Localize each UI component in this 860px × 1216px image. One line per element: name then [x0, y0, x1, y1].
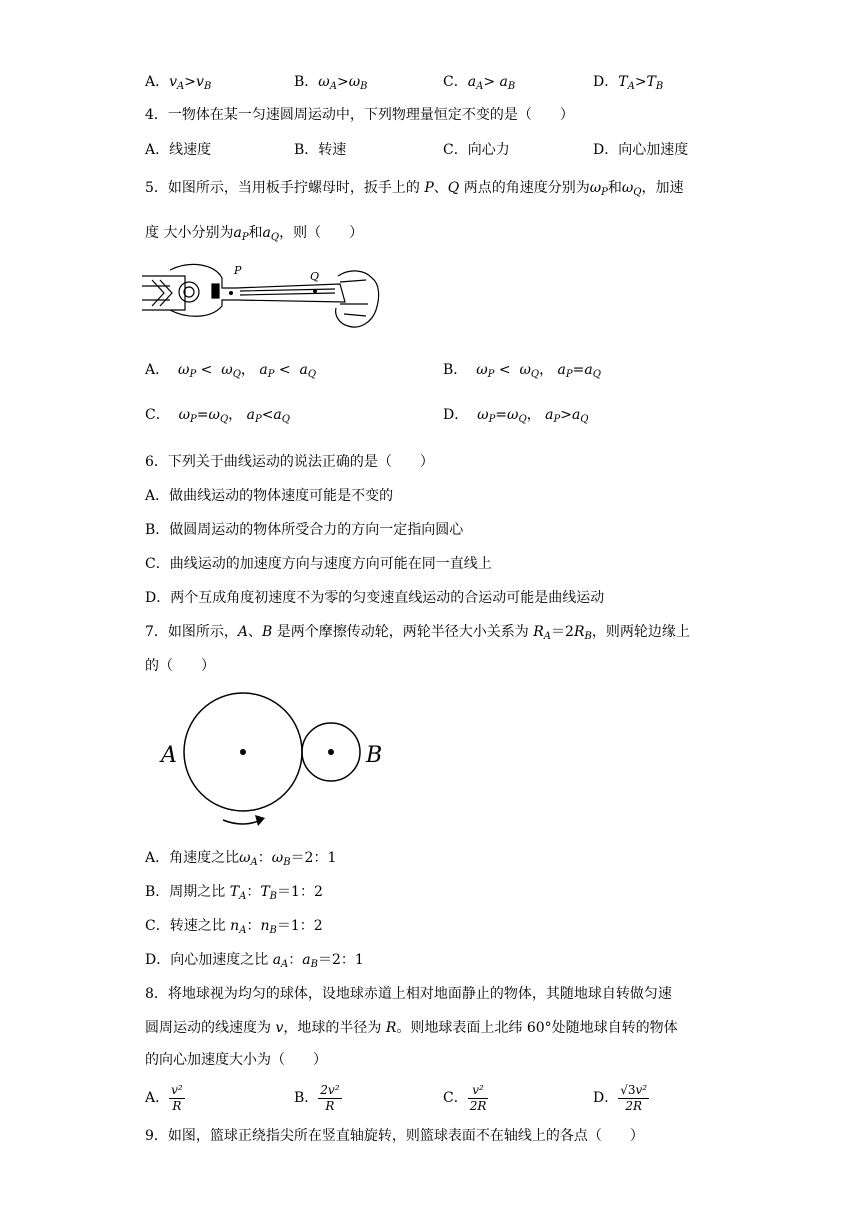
q7-option-b[interactable]: B．周期之比 $T_A$：$T_B=1$：2	[145, 884, 323, 902]
friction-wheels-figure	[155, 690, 395, 835]
q6-option-b[interactable]: B．做圆周运动的物体所受合力的方向一定指向圆心	[145, 522, 464, 538]
rotation-arrowhead	[255, 815, 265, 826]
q3-option-d[interactable]: D．$T_A>T_B$	[593, 74, 664, 92]
wheel-b-center	[328, 749, 334, 755]
q5-option-c[interactable]: C． $\omega_P=\omega_Q$， $a_P<a_Q$	[145, 407, 290, 425]
q4-option-d[interactable]: D．向心加速度	[593, 142, 689, 158]
q5-stem-line2: 度 大小分别为$a_P$和$a_Q$，则（ ）	[145, 225, 364, 243]
point-p	[229, 291, 233, 295]
wrench-figure	[140, 258, 385, 338]
q8-stem-line1: 8．将地球视为均匀的球体，设地球赤道上相对地面静止的物体，其随地球自转做匀速	[145, 986, 672, 1002]
q4-option-b[interactable]: B．转速	[294, 142, 347, 158]
q5-option-d[interactable]: D． $\omega_P=\omega_Q$， $a_P>a_Q$	[443, 407, 589, 425]
q4-stem: 4．一物体在某一匀速圆周运动中，下列物理量恒定不变的是（ ）	[145, 107, 574, 123]
label-a: A	[161, 743, 177, 768]
q8-option-c[interactable]: C． $\frac{\text{v²}}{2R}$	[443, 1082, 487, 1113]
label-q: Q	[310, 270, 320, 283]
q4-option-a[interactable]: A．线速度	[145, 142, 212, 158]
q9-stem: 9．如图，篮球正绕指尖所在竖直轴旋转，则篮球表面不在轴线上的各点（ ）	[145, 1128, 644, 1144]
q3-option-a[interactable]: A．$v_A>v_B$	[145, 74, 212, 92]
q5-stem-line1: 5．如图所示，当用板手拧螺母时，扳手上的 P、Q 两点的角速度分别为$\omega_P$和$\omega_Q$，加速	[145, 180, 684, 198]
q7-option-c[interactable]: C．转速之比 $n_A$：$n_B=1$：2	[145, 918, 323, 936]
q7-option-a[interactable]: A．角速度之比$\omega_A$：$\omega_B=2$：1	[145, 850, 337, 868]
q3-option-b[interactable]: B．$\omega_A>\omega_B$	[294, 74, 368, 92]
point-q	[313, 289, 317, 293]
q6-option-c[interactable]: C．曲线运动的加速度方向与速度方向可能在同一直线上	[145, 556, 492, 572]
q8-stem-line2: 圆周运动的线速度为 v，地球的半径为 R。则地球表面上北纬 60°处随地球自转的物体	[145, 1020, 678, 1036]
label-b: B	[366, 743, 383, 768]
wheel-a-center	[240, 749, 246, 755]
rotation-arrow	[223, 820, 261, 824]
q7-option-d[interactable]: D．向心加速度之比 $a_A$：$a_B=2$：1	[145, 952, 364, 970]
q5-option-a[interactable]: A． $\omega_P < \omega_Q$， $a_P < a_Q$	[145, 362, 317, 380]
fraction: $\frac{\text{2v²}}{R}$	[320, 1082, 340, 1113]
q7-stem-line1: 7．如图所示，A、B 是两个摩擦传动轮，两轮半径大小关系为 $R_A=2R_B$，则两轮边缘上	[145, 624, 690, 642]
q6-option-a[interactable]: A．做曲线运动的物体速度可能是不变的	[145, 488, 394, 504]
q6-stem: 6．下列关于曲线运动的说法正确的是（ ）	[145, 454, 434, 470]
fraction: $\frac{\text{v²}}{R}$	[171, 1082, 183, 1113]
fraction: $\frac{\text{v²}}{2R}$	[469, 1082, 487, 1113]
q6-option-d[interactable]: D．两个互成角度初速度不为零的匀变速直线运动的合运动可能是曲线运动	[145, 590, 605, 606]
q8-option-b[interactable]: B． $\frac{\text{2v²}}{R}$	[294, 1082, 340, 1113]
fraction: $\frac{\text{√3v²}}{2R}$	[620, 1082, 648, 1113]
q8-option-a[interactable]: A． $\frac{\text{v²}}{R}$	[145, 1082, 183, 1113]
q5-option-b[interactable]: B． $\omega_P < \omega_Q$， $a_P=a_Q$	[443, 362, 601, 380]
q4-option-c[interactable]: C．向心力	[443, 142, 510, 158]
q3-option-c[interactable]: C．$a_A> a_B$	[443, 74, 516, 92]
q7-stem-line2: 的（ ）	[145, 658, 215, 674]
q8-stem-line3: 的向心加速度大小为（ ）	[145, 1052, 327, 1068]
q8-option-d[interactable]: D． $\frac{\text{√3v²}}{2R}$	[593, 1082, 648, 1113]
label-p: P	[234, 264, 242, 277]
